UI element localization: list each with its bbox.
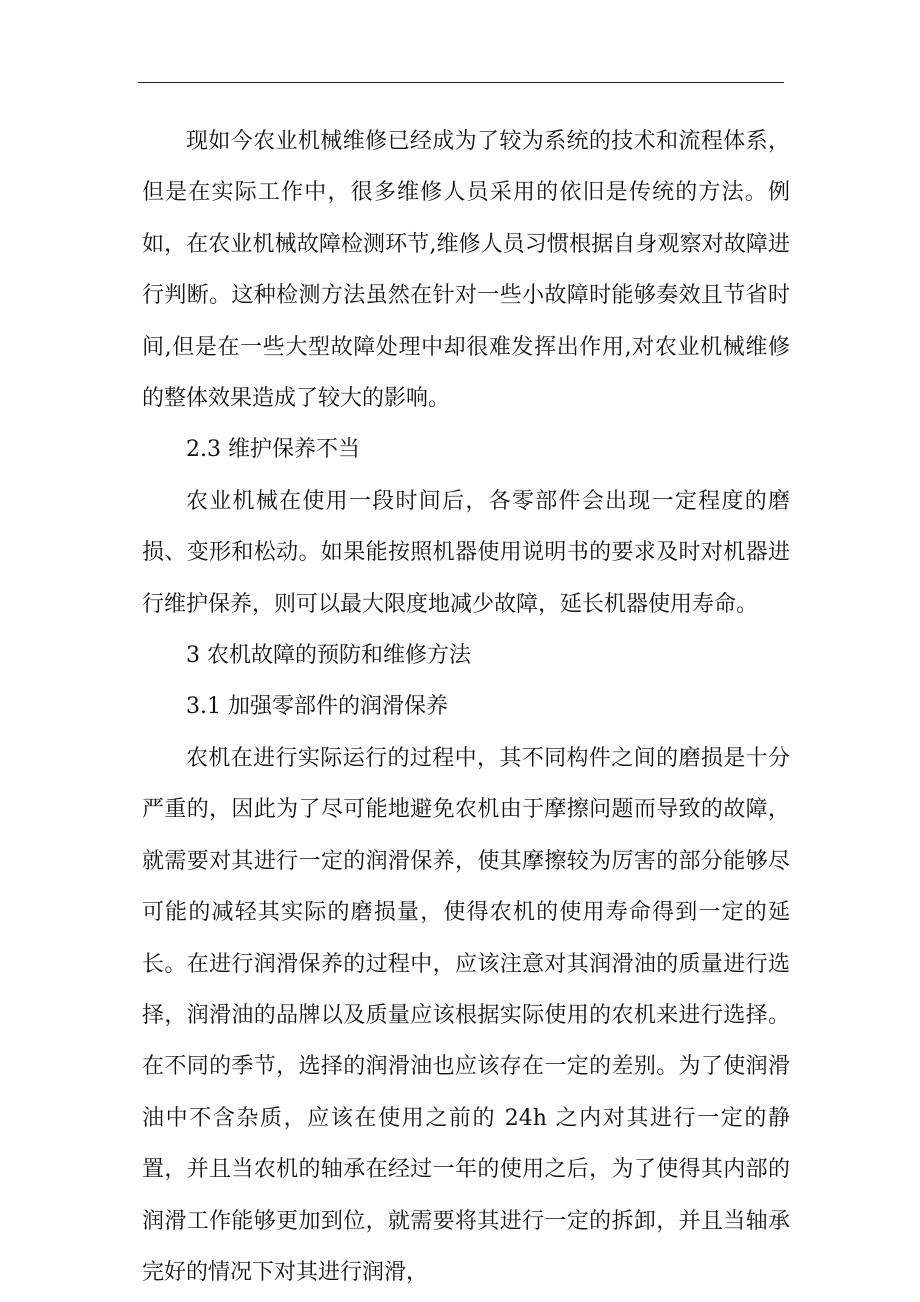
body-paragraph: 农机在进行实际运行的过程中，其不同构件之间的磨损是十分严重的，因此为了尽可能地避免农机由于摩擦问题而导致的故障，就需要对其进行一定的润滑保养，使其摩擦较为厉害的部分能够尽可能的减轻其实际的磨损量，使得农机的使用寿命得到一定的延长。在进行润滑保养的过程中，应该注意对其润滑油的质量进行选择，润滑油的品牌以及质量应该根据实际使用的农机来进行选择。在不同的季节，选择的润滑油也应该存在一定的差别。为了使润滑油中不含杂质，应该在使用之前的 24h 之内对其进行一定的静置，并且当农机的轴承在经过一年的使用之后，为了使得其内部的润滑工作能够更加到位，就需要将其进行一定的拆卸，并且当轴承完好的情况下对其进行润滑， [142, 745, 790, 1285]
document-body [142, 116, 790, 1298]
body-paragraph: 现如今农业机械维修已经成为了较为系统的技术和流程体系，但是在实际工作中，很多维修人员采用的依旧是传统的方法。例如，在农业机械故障检测环节,维修人员习惯根据自身观察对故障进行判断。这种检测方法虽然在针对一些小故障时能够奏效且节省时间,但是在一些大型故障处理中却很难发挥出作用,对农业机械维修的整体效果造成了较大的影响。 [142, 129, 790, 412]
subsection-heading: 3.1 加强零部件的润滑保养 [186, 694, 448, 720]
body-paragraph: 农业机械在使用一段时间后，各零部件会出现一定程度的磨损、变形和松动。如果能按照机器使用说明书的要求及时对机器进行维护保养，则可以最大限度地减少故障，延长机器使用寿命。 [142, 488, 790, 617]
section-heading: 2.3 维护保养不当 [186, 437, 360, 463]
header-rule [138, 82, 784, 83]
section-heading: 3 农机故障的预防和维修方法 [186, 643, 471, 669]
